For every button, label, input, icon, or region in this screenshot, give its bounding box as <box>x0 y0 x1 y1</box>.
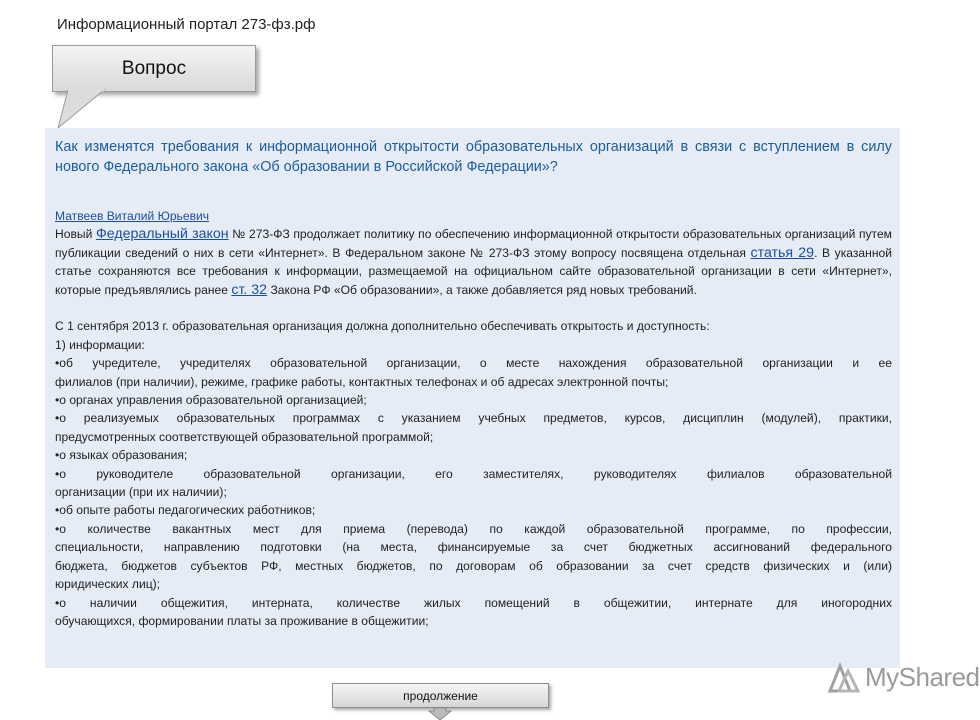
question-text: Как изменятся требования к информационной открытости образовательных организаций в связи с вступлением в силу нового Федерального закона «Об образовании в Российской Федерации»? <box>55 139 892 175</box>
answer-text: Новый <box>55 227 93 242</box>
list-item: •о органах управления образовательной организацией; <box>55 393 367 408</box>
callout-label: Вопрос <box>121 57 187 79</box>
list-item-cont: филиалов (при наличии), режиме, графике работы, контактных телефонах и об адресах электронной почты; <box>55 374 669 389</box>
content-panel <box>45 128 900 668</box>
question-callout <box>52 45 256 92</box>
article-29-link[interactable]: статья 29 <box>750 244 815 261</box>
list-item: •о руководителе образовательной организации, его заместителях, руководителях филиалов образовательной <box>55 466 892 481</box>
list-item-cont: обучающихся, формировании платы за проживание в общежитии; <box>55 613 429 628</box>
continue-label: продолжение <box>403 688 478 703</box>
answer-text: № 273-ФЗ продолжает политику по обеспечению информационной открытости образовательных организаций путем публикации сведений о них в сети «Интернет». В Федеральном законе № 273-ФЗ этому вопросу посвящена отдельная <box>55 227 892 260</box>
list-item: •об учредителе, учредителях образовательной организации, о месте нахождения образовательной организации и ее <box>55 356 892 371</box>
list-item: •о количестве вакантных мест для приема (перевода) по каждой образовательной программе, по профессии, <box>55 521 892 536</box>
watermark <box>827 662 980 693</box>
watermark-text: MyShared <box>865 662 980 692</box>
author-link[interactable]: Матвеев Виталий Юрьевич <box>55 209 210 223</box>
list-item-cont: специальности, направлению подготовки (на места, финансируемые за счет бюджетных ассигнований федерального <box>55 540 892 555</box>
list-item-cont: организации (при их наличии); <box>55 485 227 500</box>
answer-paragraph <box>55 225 892 299</box>
list-item-cont: бюджета, бюджетов субъектов РФ, местных бюджетов, по договорам об образовании за счет средств физических и (или) <box>55 558 892 573</box>
federal-law-link[interactable]: Федеральный закон <box>95 226 229 243</box>
article-32-link[interactable]: ст. 32 <box>231 281 268 298</box>
list-item: •об опыте работы педагогических работников; <box>55 503 316 518</box>
list-heading: 1) информации: <box>55 337 145 352</box>
list-item-cont: предусмотренных соответствующей образовательной программой; <box>55 429 434 444</box>
continue-button[interactable] <box>332 683 549 708</box>
arrow-down-icon <box>428 708 452 720</box>
answer-text: Закона РФ «Об образовании», а также добавляется ряд новых требований. <box>270 282 697 297</box>
list-item: •о наличии общежития, интерната, количестве жилых помещений в общежитии, интернате для иногородних <box>55 595 892 610</box>
answer-text: . В указанной статье сохраняются все требования к информации, размещаемой на официальном сайте образовательной организации в сети «Интернет», которые предъявлялись ранее <box>55 245 892 297</box>
portal-title: Информационный портал 273-фз.рф <box>57 16 316 33</box>
list-item: •о реализуемых образовательных программах с указанием учебных предметов, курсов, дисциплин (модулей), практики, <box>55 411 892 426</box>
list-item: •о языках образования; <box>55 448 188 463</box>
list-item-cont: юридических лиц); <box>55 577 161 592</box>
callout-tail <box>56 90 116 130</box>
answer-block <box>55 207 892 630</box>
myshared-logo-icon <box>827 663 861 693</box>
intro-line: С 1 сентября 2013 г. образовательная организация должна дополнительно обеспечивать открытость и доступность: <box>55 319 710 334</box>
